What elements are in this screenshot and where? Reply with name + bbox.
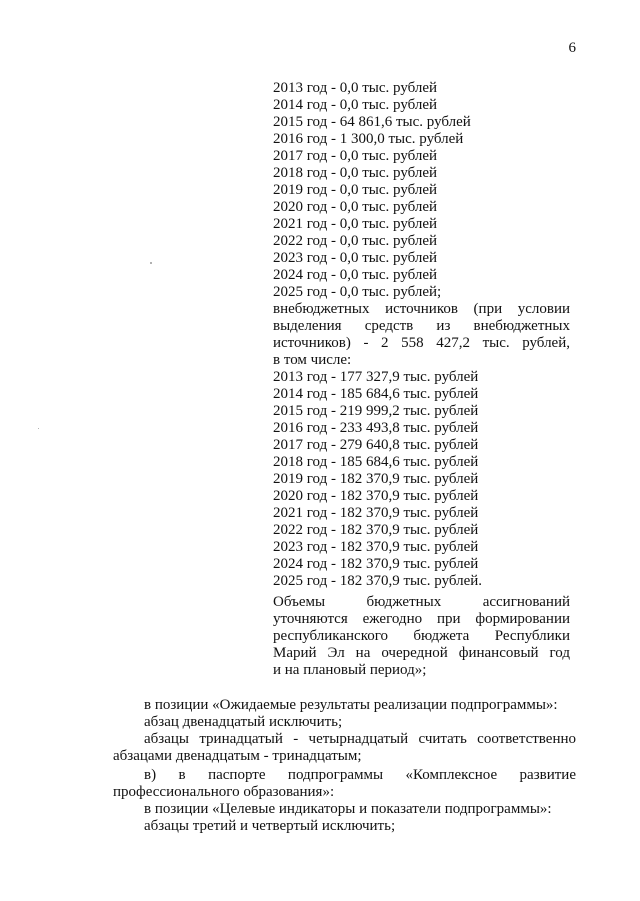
- body-paragraph: профессионального образования»:: [113, 784, 335, 800]
- volumes-note-line: и на плановый период»;: [273, 662, 427, 678]
- body-paragraph: абзацы третий и четвертый исключить;: [144, 818, 396, 834]
- volumes-note-line: Объемы бюджетных ассигнований: [273, 594, 570, 610]
- year-line: 2023 год - 182 370,9 тыс. рублей: [273, 539, 479, 555]
- year-line: 2019 год - 182 370,9 тыс. рублей: [273, 471, 479, 487]
- year-line: 2025 год - 0,0 тыс. рублей;: [273, 284, 442, 300]
- year-line: 2025 год - 182 370,9 тыс. рублей.: [273, 573, 483, 589]
- year-line: 2016 год - 233 493,8 тыс. рублей: [273, 420, 479, 436]
- body-paragraph: в позиции «Целевые индикаторы и показатели подпрограммы»:: [144, 801, 552, 817]
- year-line: 2014 год - 185 684,6 тыс. рублей: [273, 386, 479, 402]
- scan-speck: [150, 262, 152, 264]
- year-line: 2020 год - 0,0 тыс. рублей: [273, 199, 438, 215]
- extra-sources-line: выделения средств из внебюджетных: [273, 318, 570, 334]
- scan-speck: [38, 428, 39, 429]
- year-line: 2013 год - 177 327,9 тыс. рублей: [273, 369, 479, 385]
- extra-sources-line: источников) - 2 558 427,2 тыс. рублей,: [273, 335, 570, 351]
- year-line: 2018 год - 185 684,6 тыс. рублей: [273, 454, 479, 470]
- year-line: 2023 год - 0,0 тыс. рублей: [273, 250, 438, 266]
- page-number: 6: [568, 40, 576, 56]
- year-line: 2014 год - 0,0 тыс. рублей: [273, 97, 438, 113]
- body-paragraph: абзацами двенадцатым - тринадцатым;: [113, 748, 362, 764]
- extra-sources-line: в том числе:: [273, 352, 352, 368]
- year-line: 2018 год - 0,0 тыс. рублей: [273, 165, 438, 181]
- volumes-note-line: республиканского бюджета Республики: [273, 628, 570, 644]
- year-line: 2021 год - 182 370,9 тыс. рублей: [273, 505, 479, 521]
- body-paragraph: абзац двенадцатый исключить;: [144, 714, 343, 730]
- year-line: 2013 год - 0,0 тыс. рублей: [273, 80, 438, 96]
- year-line: 2024 год - 0,0 тыс. рублей: [273, 267, 438, 283]
- year-line: 2017 год - 0,0 тыс. рублей: [273, 148, 438, 164]
- body-paragraph: в позиции «Ожидаемые результаты реализации подпрограммы»:: [144, 697, 558, 713]
- year-line: 2022 год - 0,0 тыс. рублей: [273, 233, 438, 249]
- year-line: 2021 год - 0,0 тыс. рублей: [273, 216, 438, 232]
- extra-sources-line: внебюджетных источников (при условии: [273, 301, 570, 317]
- volumes-note-line: уточняются ежегодно при формировании: [273, 611, 570, 627]
- year-line: 2017 год - 279 640,8 тыс. рублей: [273, 437, 479, 453]
- year-line: 2019 год - 0,0 тыс. рублей: [273, 182, 438, 198]
- year-line: 2022 год - 182 370,9 тыс. рублей: [273, 522, 479, 538]
- body-paragraph: абзацы тринадцатый - четырнадцатый считать соответственно: [144, 731, 576, 747]
- volumes-note-line: Марий Эл на очередной финансовый год: [273, 645, 570, 661]
- year-line: 2015 год - 219 999,2 тыс. рублей: [273, 403, 479, 419]
- year-line: 2015 год - 64 861,6 тыс. рублей: [273, 114, 471, 130]
- year-line: 2016 год - 1 300,0 тыс. рублей: [273, 131, 464, 147]
- year-line: 2020 год - 182 370,9 тыс. рублей: [273, 488, 479, 504]
- body-paragraph: в) в паспорте подпрограммы «Комплексное развитие: [144, 767, 576, 783]
- year-line: 2024 год - 182 370,9 тыс. рублей: [273, 556, 479, 572]
